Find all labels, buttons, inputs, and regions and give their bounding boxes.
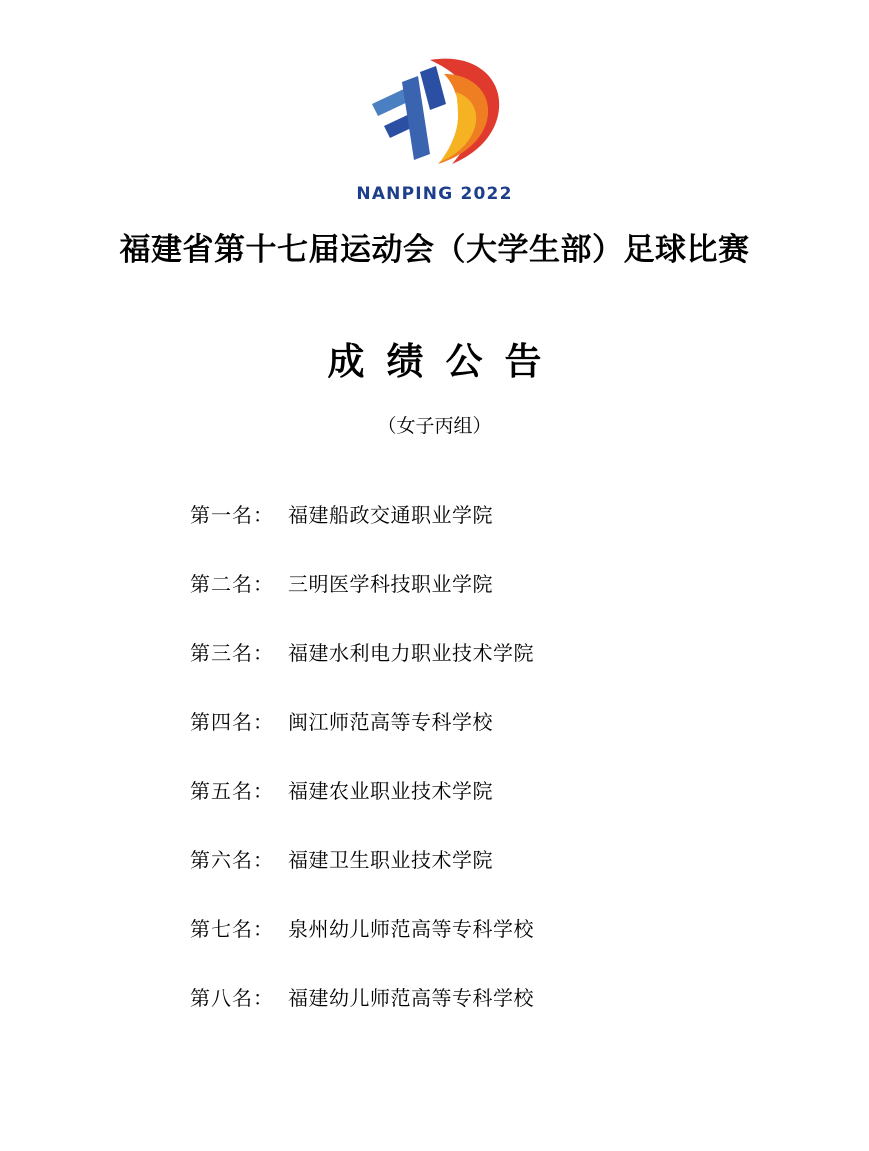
rank-label: 第一名： [190,505,274,527]
team-name: 福建幼儿师范高等专科学校 [288,988,534,1010]
team-name: 福建船政交通职业学院 [288,505,493,527]
team-name: 福建水利电力职业技术学院 [288,643,534,665]
team-name: 泉州幼儿师范高等专科学校 [288,919,534,941]
team-name: 三明医学科技职业学院 [288,574,493,596]
list-item [190,965,869,1034]
event-logo [0,52,869,204]
list-item [190,827,869,896]
document-page [0,52,869,1151]
rank-label: 第八名： [190,988,274,1010]
document-subtitle: 成绩公告 [327,342,564,383]
document-group-label: （女子丙组） [377,416,492,437]
rank-label: 第四名： [190,712,274,734]
list-item [190,482,869,551]
rank-label: 第三名： [190,643,274,665]
nanping-games-emblem-icon [360,52,510,180]
list-item [190,689,869,758]
rank-label: 第七名： [190,919,274,941]
list-item [190,758,869,827]
list-item [190,896,869,965]
list-item [190,620,869,689]
team-name: 闽江师范高等专科学校 [288,712,493,734]
rank-label: 第五名： [190,781,274,803]
list-item [190,551,869,620]
rank-label: 第二名： [190,574,274,596]
results-list [0,482,869,1034]
team-name: 福建卫生职业技术学院 [288,850,493,872]
team-name: 福建农业职业技术学院 [288,781,493,803]
rank-label: 第六名： [190,850,274,872]
page-title: 福建省第十七届运动会（大学生部）足球比赛 [119,232,750,267]
logo-wordmark: NANPING 2022 [356,184,513,204]
